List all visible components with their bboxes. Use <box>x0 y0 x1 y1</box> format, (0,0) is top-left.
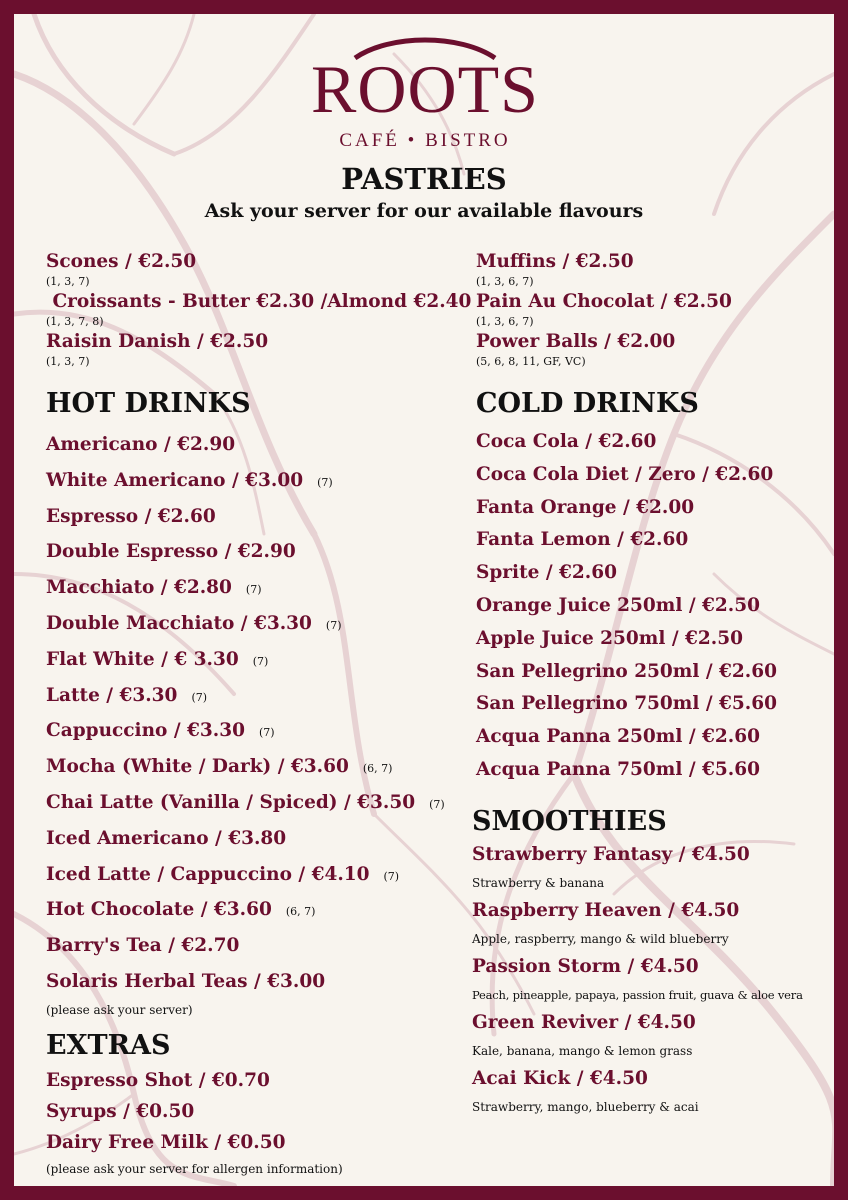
menu-item-label: Iced Latte / Cappuccino / €4.10 <box>46 863 370 885</box>
allergen-codes: (6, 7) <box>362 762 393 776</box>
menu-item-label: Fanta Orange / €2.00 <box>476 496 695 518</box>
allergen-codes: (6, 7) <box>285 905 316 919</box>
extras-list <box>46 1065 446 1158</box>
menu-item-label: Raisin Danish / €2.50 <box>46 331 269 352</box>
smoothie-description: Strawberry, mango, blueberry & acai <box>472 1099 699 1114</box>
allergen-codes: (5, 6, 8, 11, GF, VC) <box>476 355 586 368</box>
list-item <box>476 459 832 492</box>
list-item <box>46 679 446 715</box>
list-item <box>46 535 446 571</box>
menu-item-label: Passion Storm / €4.50 <box>472 955 699 977</box>
logo-subtitle: CAFÉ • BISTRO <box>339 130 511 151</box>
smoothie-description: Kale, banana, mango & lemon grass <box>472 1043 693 1058</box>
smoothie-description: Apple, raspberry, mango & wild blueberry <box>472 931 729 946</box>
list-item <box>46 965 446 1001</box>
list-item <box>476 524 832 557</box>
hot-drinks-list <box>46 428 446 1001</box>
roots-logo <box>310 30 540 156</box>
smoothies-heading: SMOOTHIES <box>472 805 667 837</box>
menu-item-label: Barry's Tea / €2.70 <box>46 935 240 957</box>
extras-note: (please ask your server for allergen information) <box>46 1161 343 1176</box>
menu-item-label: Muffins / €2.50 <box>476 251 634 272</box>
hot-drinks-note: (please ask your server) <box>46 1002 193 1017</box>
menu-item-label: Acai Kick / €4.50 <box>472 1067 648 1089</box>
allergen-codes: (7) <box>383 869 400 883</box>
allergen-codes: (7) <box>252 654 269 668</box>
list-item <box>472 1009 832 1065</box>
list-item <box>46 571 446 607</box>
menu-item-label: Latte / €3.30 <box>46 684 178 706</box>
allergen-codes: (1, 3, 6, 7) <box>476 315 534 328</box>
list-item <box>476 557 832 590</box>
menu-item-label: Dairy Free Milk / €0.50 <box>46 1131 286 1153</box>
menu-item-label: Acqua Panna 750ml / €5.60 <box>476 758 760 780</box>
menu-item-label: Fanta Lemon / €2.60 <box>476 529 689 551</box>
list-item <box>46 607 446 643</box>
list-item <box>472 841 832 897</box>
list-item <box>46 1096 446 1127</box>
menu-item-label: Flat White / € 3.30 <box>46 648 239 670</box>
allergen-codes: (7) <box>317 475 333 489</box>
cold-drinks-heading: COLD DRINKS <box>476 388 699 419</box>
menu-item-label: Croissants - Butter €2.30 /Almond €2.40 <box>46 291 472 312</box>
list-item <box>472 1065 832 1121</box>
list-item <box>46 250 446 290</box>
menu-item-label: Mocha (White / Dark) / €3.60 <box>46 756 349 778</box>
allergen-codes: (1, 3, 7) <box>46 355 90 368</box>
pastries-right-list <box>476 250 832 370</box>
menu-item-label: Cappuccino / €3.30 <box>46 720 245 742</box>
menu-item-label: Iced Americano / €3.80 <box>46 827 287 849</box>
menu-item-label: Solaris Herbal Teas / €3.00 <box>46 970 326 992</box>
list-item <box>46 714 446 750</box>
menu-item-label: Double Macchiato / €3.30 <box>46 612 312 634</box>
menu-item-label: Espresso Shot / €0.70 <box>46 1069 270 1091</box>
allergen-codes: (7) <box>258 726 275 740</box>
hot-drinks-heading: HOT DRINKS <box>46 388 251 419</box>
list-item <box>46 1127 446 1158</box>
list-item <box>476 656 832 689</box>
list-item <box>476 250 832 290</box>
list-item <box>472 897 832 953</box>
menu-item-label: Chai Latte (Vanilla / Spiced) / €3.50 <box>46 791 416 813</box>
logo-name: ROOTS <box>311 51 539 127</box>
list-item <box>46 500 446 536</box>
right-column <box>472 250 832 1121</box>
pastries-left-list <box>46 250 472 370</box>
list-item <box>476 688 832 721</box>
list-item <box>46 858 446 894</box>
list-item <box>476 623 832 656</box>
menu-item-label: Sprite / €2.60 <box>476 562 617 584</box>
left-column <box>46 250 472 1180</box>
list-item <box>46 822 446 858</box>
list-item <box>46 290 472 330</box>
allergen-codes: (7) <box>245 583 262 597</box>
menu-item-label: Orange Juice 250ml / €2.50 <box>476 594 760 616</box>
extras-heading: EXTRAS <box>46 1029 171 1061</box>
list-item <box>476 426 832 459</box>
list-item <box>46 464 446 500</box>
menu-item-label: Coca Cola Diet / Zero / €2.60 <box>476 463 774 485</box>
menu-item-label: Pain Au Chocolat / €2.50 <box>476 291 732 312</box>
cold-drinks-list <box>476 426 832 787</box>
menu-item-label: Double Espresso / €2.90 <box>46 541 296 563</box>
list-item <box>46 893 446 929</box>
menu-item-label: Power Balls / €2.00 <box>476 331 676 352</box>
allergen-codes: (7) <box>429 797 445 811</box>
smoothies-list <box>472 841 832 1121</box>
smoothie-description: Peach, pineapple, papaya, passion fruit, guava & aloe vera <box>472 987 803 1002</box>
menu-item-label: Apple Juice 250ml / €2.50 <box>476 627 743 649</box>
menu-item-label: Espresso / €2.60 <box>46 505 216 527</box>
allergen-codes: (1, 3, 7, 8) <box>46 315 104 328</box>
list-item <box>46 929 446 965</box>
menu-item-label: Raspberry Heaven / €4.50 <box>472 899 740 921</box>
menu-item-label: Syrups / €0.50 <box>46 1100 195 1122</box>
menu-item-label: San Pellegrino 750ml / €5.60 <box>476 693 777 715</box>
menu-item-label: San Pellegrino 250ml / €2.60 <box>476 660 777 682</box>
menu-item-label: Hot Chocolate / €3.60 <box>46 899 272 921</box>
allergen-codes: (1, 3, 7) <box>46 275 90 288</box>
menu-item-label: Acqua Panna 250ml / €2.60 <box>476 726 760 748</box>
list-item <box>46 1065 446 1096</box>
smoothie-description: Strawberry & banana <box>472 875 605 890</box>
list-item <box>46 428 446 464</box>
pastries-title: PASTRIES <box>341 162 507 196</box>
menu-item-label: Coca Cola / €2.60 <box>476 431 657 452</box>
list-item <box>46 750 446 786</box>
allergen-codes: (7) <box>325 618 342 632</box>
list-item <box>476 590 832 623</box>
list-item <box>46 330 446 370</box>
menu-item-label: Macchiato / €2.80 <box>46 577 232 599</box>
menu-item-label: Scones / €2.50 <box>46 251 197 272</box>
list-item <box>46 643 446 679</box>
allergen-codes: (1, 3, 6, 7) <box>476 275 534 288</box>
list-item <box>476 721 832 754</box>
list-item <box>476 754 832 787</box>
list-item <box>476 290 832 330</box>
list-item <box>46 786 446 822</box>
pastries-subtitle: Ask your server for our available flavours <box>204 200 644 222</box>
allergen-codes: (7) <box>191 690 208 704</box>
menu-item-label: White Americano / €3.00 <box>46 469 304 491</box>
list-item <box>476 330 832 370</box>
list-item <box>476 492 832 525</box>
menu-item-label: Americano / €2.90 <box>46 434 236 455</box>
menu-item-label: Strawberry Fantasy / €4.50 <box>472 843 750 865</box>
menu-item-label: Green Reviver / €4.50 <box>472 1011 696 1033</box>
menu-page <box>14 14 834 1186</box>
list-item <box>472 953 832 1009</box>
